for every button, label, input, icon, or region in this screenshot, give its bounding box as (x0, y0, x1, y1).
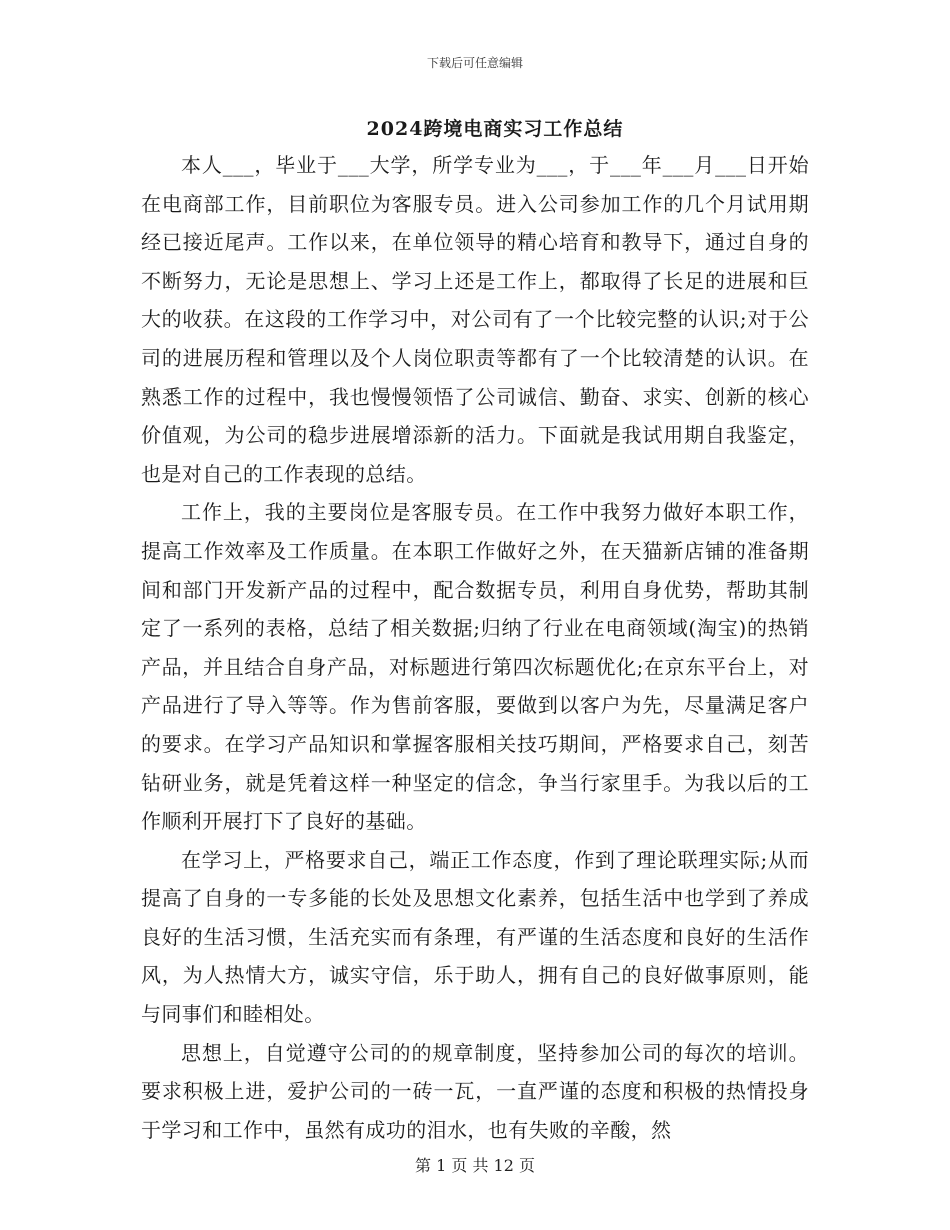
document-title: 2024跨境电商实习工作总结 (366, 118, 624, 140)
header-note: 下载后可任意编辑 (426, 56, 523, 70)
paragraph-1: 本人___，毕业于___大学，所学专业为___，于___年___月___日开始在电商部工作，目前职位为客服专员。进入公司参加工作的几个月试用期经已接近尾声。工作以来，在单位领导的精心培育和教导下，通过自身的不断努力，无论是思想上、学习上还是工作上，都取得了长足的进展和巨大的收获。在这段的工作学习中，对公司有了一个比较完整的认识;对于公司的进展历程和管理以及个人岗位职责等都有了一个比较清楚的认识。在熟悉工作的过程中，我也慢慢领悟了公司诚信、勤奋、求实、创新的核心价值观，为公司的稳步进展增添新的活力。下面就是我试用期自我鉴定，也是对自己的工作表现的总结。 (141, 153, 809, 486)
document-body (141, 146, 809, 1149)
paragraph-3: 在学习上，严格要求自己，端正工作态度，作到了理论联理实际;从而提高了自身的一专多能的长处及思想文化素养，包括生活中也学到了养成良好的生活习惯，生活充实而有条理，有严谨的生活态度和良好的生活作风，为人热情大方，诚实守信，乐于助人，拥有自己的良好做事原则，能与同事们和睦相处。 (141, 847, 809, 1027)
paragraph-2: 工作上，我的主要岗位是客服专员。在工作中我努力做好本职工作，提高工作效率及工作质量。在本职工作做好之外，在天猫新店铺的准备期间和部门开发新产品的过程中，配合数据专员，利用自身优势，帮助其制定了一系列的表格，总结了相关数据;归纳了行业在电商领域(淘宝)的热销产品，并且结合自身产品，对标题进行第四次标题优化;在京东平台上，对产品进行了导入等等。作为售前客服，要做到以客户为先，尽量满足客户的要求。在学习产品知识和掌握客服相关技巧期间，严格要求自己，刻苦钻研业务，就是凭着这样一种坚定的信念，争当行家里手。为我以后的工作顺利开展打下了良好的基础。 (141, 500, 809, 834)
page-footer: 第 1 页 共 12 页 (415, 1156, 535, 1175)
paragraph-4: 思想上，自觉遵守公司的的规章制度，坚持参加公司的每次的培训。要求积极上进，爱护公司的一砖一瓦，一直严谨的态度和积极的热情投身于学习和工作中，虽然有成功的泪水，也有失败的辛酸，然 (141, 1040, 809, 1142)
